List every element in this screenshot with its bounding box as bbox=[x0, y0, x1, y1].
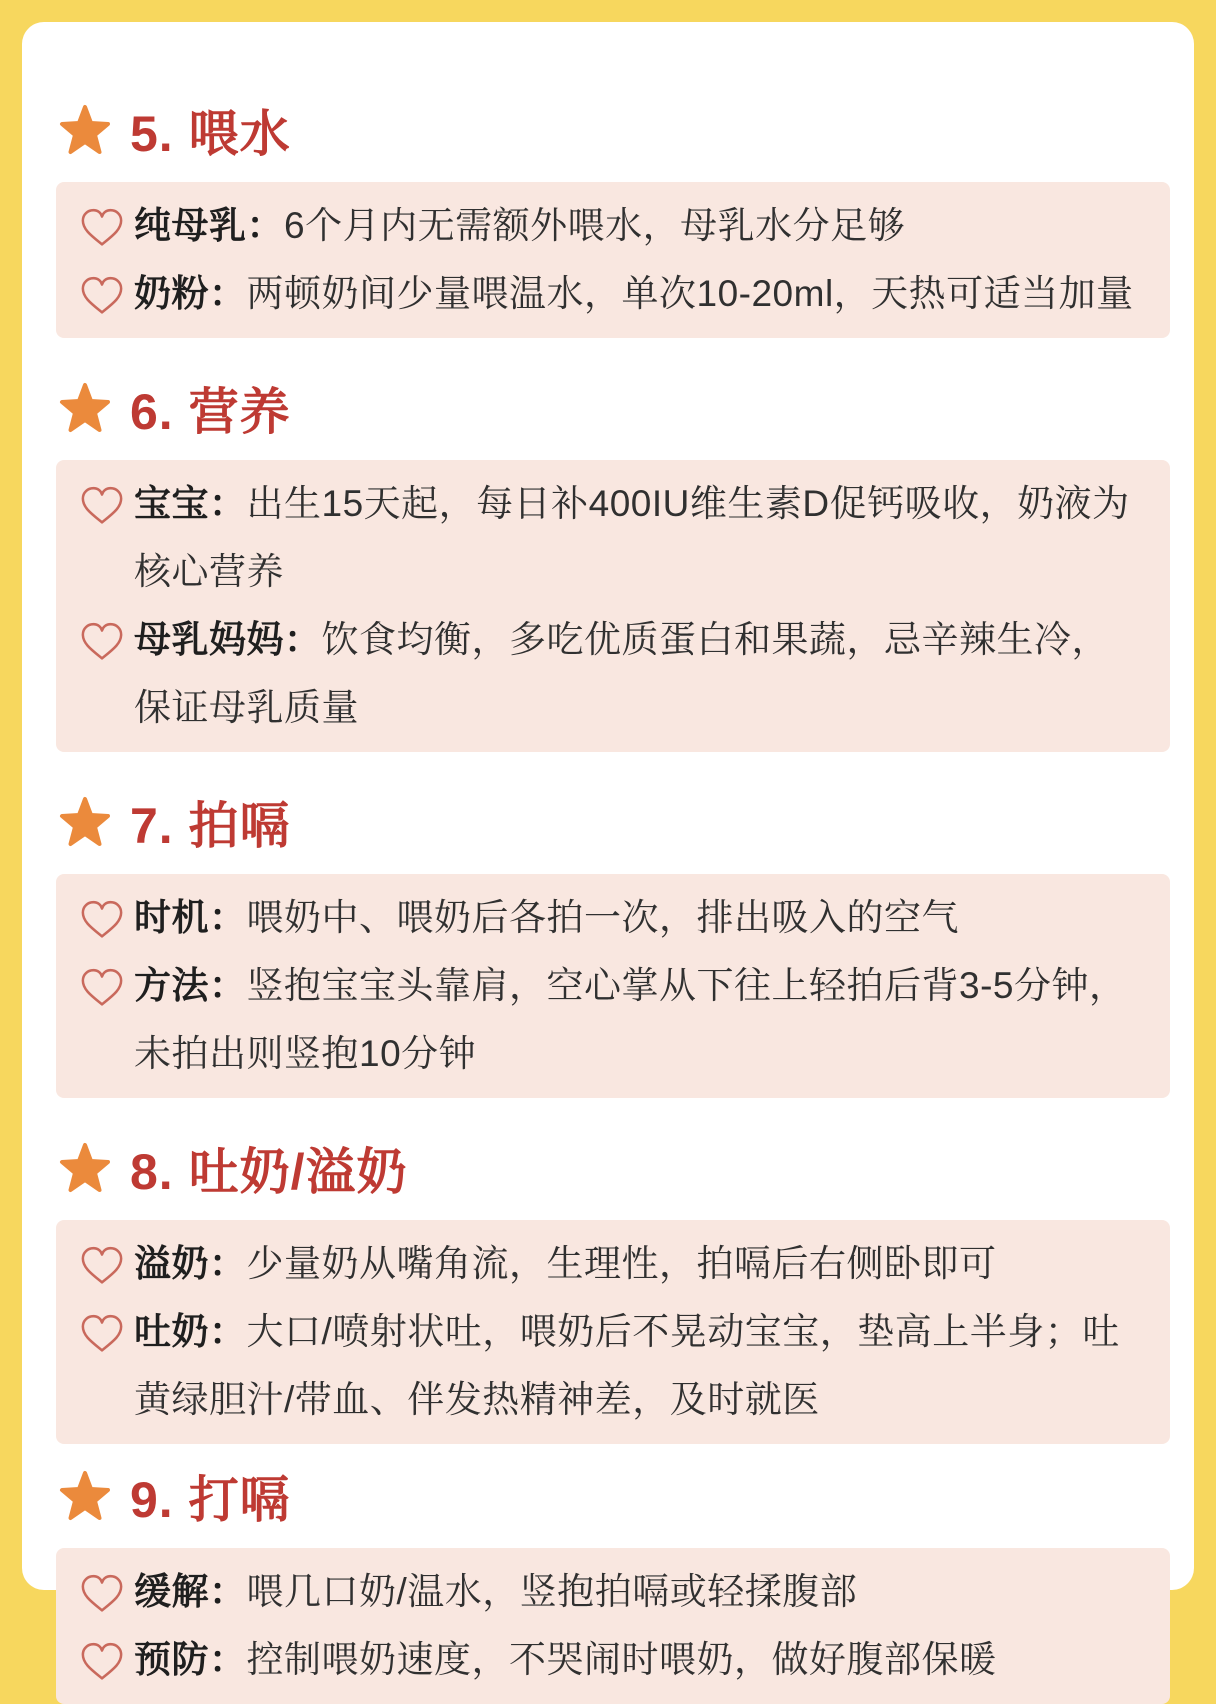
item-label: 吐奶： bbox=[134, 1311, 247, 1352]
list-item bbox=[70, 1298, 1146, 1434]
star-icon bbox=[60, 383, 110, 433]
item-label: 溢奶： bbox=[134, 1243, 247, 1284]
section-5-heading bbox=[60, 94, 1164, 166]
list-item bbox=[70, 1230, 1146, 1298]
item-label: 宝宝： bbox=[134, 483, 247, 524]
heart-outline-icon bbox=[70, 192, 134, 248]
section-8-title: 8. 吐奶/溢奶 bbox=[130, 1144, 408, 1200]
item-text bbox=[134, 470, 1146, 606]
heart-outline-icon bbox=[70, 606, 134, 662]
list-item bbox=[70, 1558, 1146, 1626]
section-9-heading bbox=[60, 1460, 1164, 1532]
item-text bbox=[134, 1230, 1146, 1298]
heart-outline-icon bbox=[70, 1558, 134, 1614]
heart-outline-icon bbox=[70, 952, 134, 1008]
section-8-block bbox=[56, 1220, 1170, 1444]
heart-outline-icon bbox=[70, 1298, 134, 1354]
heart-outline-icon bbox=[70, 1626, 134, 1682]
item-text bbox=[134, 260, 1146, 328]
item-label: 预防： bbox=[134, 1639, 247, 1680]
heart-outline-icon bbox=[70, 470, 134, 526]
section-7-heading bbox=[60, 786, 1164, 858]
item-text bbox=[134, 952, 1146, 1088]
star-icon bbox=[60, 797, 110, 847]
star-icon bbox=[60, 1143, 110, 1193]
item-text bbox=[134, 1626, 1146, 1694]
star-icon bbox=[60, 1471, 110, 1521]
item-text bbox=[134, 1298, 1146, 1434]
section-7-burping bbox=[56, 786, 1170, 1098]
item-label: 方法： bbox=[134, 965, 247, 1006]
section-9-title: 9. 打嗝 bbox=[130, 1472, 291, 1528]
star-icon bbox=[60, 105, 110, 155]
item-label: 时机： bbox=[134, 897, 247, 938]
item-body: 控制喂奶速度，不哭闹时喂奶，做好腹部保暖 bbox=[246, 1639, 997, 1680]
section-9-hiccups bbox=[56, 1460, 1170, 1704]
list-item bbox=[70, 606, 1146, 742]
list-item bbox=[70, 884, 1146, 952]
section-8-spitup bbox=[56, 1132, 1170, 1444]
item-text bbox=[134, 884, 1146, 952]
list-item bbox=[70, 470, 1146, 606]
list-item bbox=[70, 192, 1146, 260]
item-label: 纯母乳： bbox=[134, 205, 284, 246]
section-6-title: 6. 营养 bbox=[130, 384, 291, 440]
item-body: 大口/喷射状吐，喂奶后不晃动宝宝，垫高上半身；吐黄绿胆汁/带血、伴发热精神差，及时就医 bbox=[134, 1311, 1120, 1420]
item-body: 少量奶从嘴角流，生理性，拍嗝后右侧卧即可 bbox=[246, 1243, 997, 1284]
section-5-feeding-water bbox=[56, 94, 1170, 338]
list-item bbox=[70, 260, 1146, 328]
item-body: 两顿奶间少量喂温水，单次10-20ml，天热可适当加量 bbox=[246, 273, 1134, 314]
section-5-title: 5. 喂水 bbox=[130, 106, 291, 162]
item-text bbox=[134, 606, 1146, 742]
section-5-block bbox=[56, 182, 1170, 338]
item-text bbox=[134, 1558, 1146, 1626]
heart-outline-icon bbox=[70, 1230, 134, 1286]
item-label: 缓解： bbox=[134, 1571, 247, 1612]
item-text bbox=[134, 192, 1146, 260]
item-body: 喂几口奶/温水，竖抱拍嗝或轻揉腹部 bbox=[246, 1571, 858, 1612]
section-9-block bbox=[56, 1548, 1170, 1704]
item-label: 奶粉： bbox=[134, 273, 247, 314]
section-6-nutrition bbox=[56, 372, 1170, 752]
content-panel bbox=[22, 22, 1194, 1680]
item-label: 母乳妈妈： bbox=[134, 619, 322, 660]
list-item bbox=[70, 952, 1146, 1088]
heart-outline-icon bbox=[70, 884, 134, 940]
item-body: 饮食均衡，多吃优质蛋白和果蔬，忌辛辣生冷，保证母乳质量 bbox=[134, 619, 1109, 728]
item-body: 竖抱宝宝头靠肩，空心掌从下往上轻拍后背3-5分钟，未拍出则竖抱10分钟 bbox=[134, 965, 1127, 1074]
section-7-block bbox=[56, 874, 1170, 1098]
section-8-heading bbox=[60, 1132, 1164, 1204]
section-6-block bbox=[56, 460, 1170, 752]
section-7-title: 7. 拍嗝 bbox=[130, 798, 291, 854]
item-body: 喂奶中、喂奶后各拍一次，排出吸入的空气 bbox=[246, 897, 959, 938]
item-body: 6个月内无需额外喂水，母乳水分足够 bbox=[284, 205, 906, 246]
item-body: 出生15天起，每日补400IU维生素D促钙吸收，奶液为核心营养 bbox=[134, 483, 1130, 592]
heart-outline-icon bbox=[70, 260, 134, 316]
list-item bbox=[70, 1626, 1146, 1694]
section-6-heading bbox=[60, 372, 1164, 444]
